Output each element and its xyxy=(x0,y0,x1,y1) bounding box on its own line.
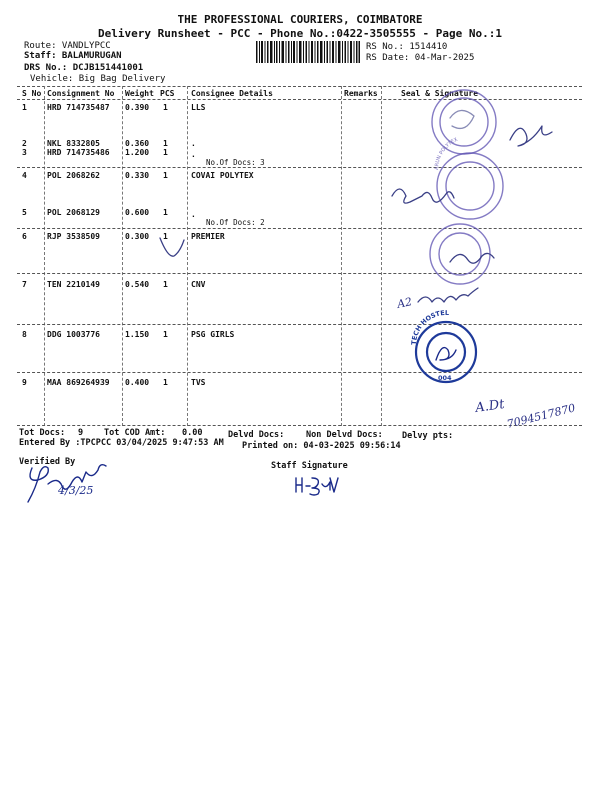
delivery-points-label: Delvy pts: xyxy=(402,431,454,441)
row-pcs: 1 xyxy=(163,139,168,148)
row-consignee: . xyxy=(191,139,196,148)
vehicle-label: Vehicle: Big Bag Delivery xyxy=(30,74,166,84)
row-sno: 8 xyxy=(22,330,27,339)
company-title: THE PROFESSIONAL COURIERS, COIMBATORE xyxy=(177,13,423,26)
row-weight: 0.600 xyxy=(125,208,150,217)
stamp-code: 004 xyxy=(438,374,452,382)
row-pcs: 1 xyxy=(163,148,168,157)
verified-by-label: Verified By xyxy=(19,457,76,467)
row-sno: 3 xyxy=(22,148,27,157)
signature-icon xyxy=(510,126,552,146)
col-header-sno: S No xyxy=(22,89,42,98)
row-consignment: DDG 1003776 xyxy=(47,330,100,339)
row-weight: 0.390 xyxy=(125,103,150,112)
row-consignment: HRD 714735486 xyxy=(47,148,110,157)
total-cod-label: Tot COD Amt: xyxy=(104,428,166,438)
row-pcs: 1 xyxy=(163,103,168,112)
col-header-seal: Seal & Signature xyxy=(401,89,479,98)
row-weight: 0.540 xyxy=(125,280,150,289)
row-sno: 5 xyxy=(22,208,27,217)
row-consignee: CNV xyxy=(191,280,206,289)
row-sno: 9 xyxy=(22,378,27,387)
handwritten-signature: A.Dt xyxy=(474,397,506,416)
row-weight: 0.330 xyxy=(125,171,150,180)
col-header-pcs: PCS xyxy=(160,89,175,98)
handwritten-note: A2 xyxy=(395,295,414,311)
col-header-consignment: Consignment No xyxy=(47,89,115,98)
row-consignee: COVAI POLYTEX xyxy=(191,171,254,180)
stamp-icon xyxy=(432,90,496,154)
row-consignee: PREMIER xyxy=(191,232,225,241)
non-delivered-docs-label: Non Delvd Docs: xyxy=(306,430,383,440)
staff-signature-icon xyxy=(296,478,338,495)
delivered-docs-label: Delvd Docs: xyxy=(228,430,285,440)
row-weight: 1.150 xyxy=(125,330,150,339)
row-consignee: PSG GIRLS xyxy=(191,330,235,339)
total-cod-value: 0.00 xyxy=(182,428,203,438)
row-pcs: 1 xyxy=(163,232,168,241)
row-weight: 0.360 xyxy=(125,139,150,148)
row-pcs: 1 xyxy=(163,280,168,289)
row-weight: 1.200 xyxy=(125,148,150,157)
row-consignment: HRD 714735487 xyxy=(47,103,110,112)
polytex-stamp-icon xyxy=(434,136,503,219)
entered-by: Entered By :TPCPCC 03/04/2025 9:47:53 AM xyxy=(19,438,224,448)
row-consignee: LLS xyxy=(191,103,206,112)
row-sno: 2 xyxy=(22,139,27,148)
row-consignee: TVS xyxy=(191,378,206,387)
row-weight: 0.300 xyxy=(125,232,150,241)
row-sno: 1 xyxy=(22,103,27,112)
row-sno: 7 xyxy=(22,280,27,289)
row-consignment: POL 2068262 xyxy=(47,171,100,180)
row-sno: 4 xyxy=(22,171,27,180)
docs-count-note: No.Of Docs: 2 xyxy=(206,218,265,227)
row-consignment: NKL 8332805 xyxy=(47,139,100,148)
col-header-consignee: Consignee Details xyxy=(191,89,273,98)
rs-date: RS Date: 04-Mar-2025 xyxy=(366,53,475,63)
drs-label: DRS No.: DCJB151441001 xyxy=(24,63,144,73)
staff-label: Staff: BALAMURUGAN xyxy=(24,51,122,61)
signature-icon xyxy=(392,189,454,203)
polytex-stamp-text: ARUN POLYTEX xyxy=(433,136,459,171)
verified-date-icon: 4/3/25 xyxy=(58,484,94,497)
row-consignment: MAA 869264939 xyxy=(47,378,110,387)
tick-icon xyxy=(160,238,184,256)
row-consignee: . xyxy=(191,210,196,219)
row-pcs: 1 xyxy=(163,171,168,180)
col-header-remarks: Remarks xyxy=(344,89,378,98)
total-docs-value: 9 xyxy=(78,428,84,438)
row-consignment: RJP 3538509 xyxy=(47,232,100,241)
route-label: Route: VANDLYPCC xyxy=(24,41,111,51)
row-consignment: POL 2068129 xyxy=(47,208,100,217)
tech-hostel-stamp-text: TECH HOSTEL xyxy=(409,308,450,346)
row-pcs: 1 xyxy=(163,378,168,387)
signature-icon xyxy=(450,253,494,263)
handwritten-phone: 7094517870 xyxy=(505,401,577,431)
tech-hostel-stamp-icon xyxy=(410,309,476,382)
col-header-weight: Weight xyxy=(125,89,154,98)
row-pcs: 1 xyxy=(163,208,168,217)
rs-number: RS No.: 1514410 xyxy=(366,42,448,52)
row-sno: 6 xyxy=(22,232,27,241)
row-consignee: . xyxy=(191,150,196,159)
printed-on: Printed on: 04-03-2025 09:56:14 xyxy=(242,441,401,451)
row-consignment: TEN 2210149 xyxy=(47,280,100,289)
row-weight: 0.400 xyxy=(125,378,150,387)
docs-count-note: No.Of Docs: 3 xyxy=(206,158,265,167)
signature-icon xyxy=(418,288,478,302)
total-docs-label: Tot Docs: xyxy=(19,428,66,438)
runsheet-subtitle: Delivery Runsheet - PCC - Phone No.:0422-3505555 - Page No.:1 xyxy=(98,27,502,40)
row-pcs: 1 xyxy=(163,330,168,339)
staff-signature-label: Staff Signature xyxy=(271,461,348,471)
